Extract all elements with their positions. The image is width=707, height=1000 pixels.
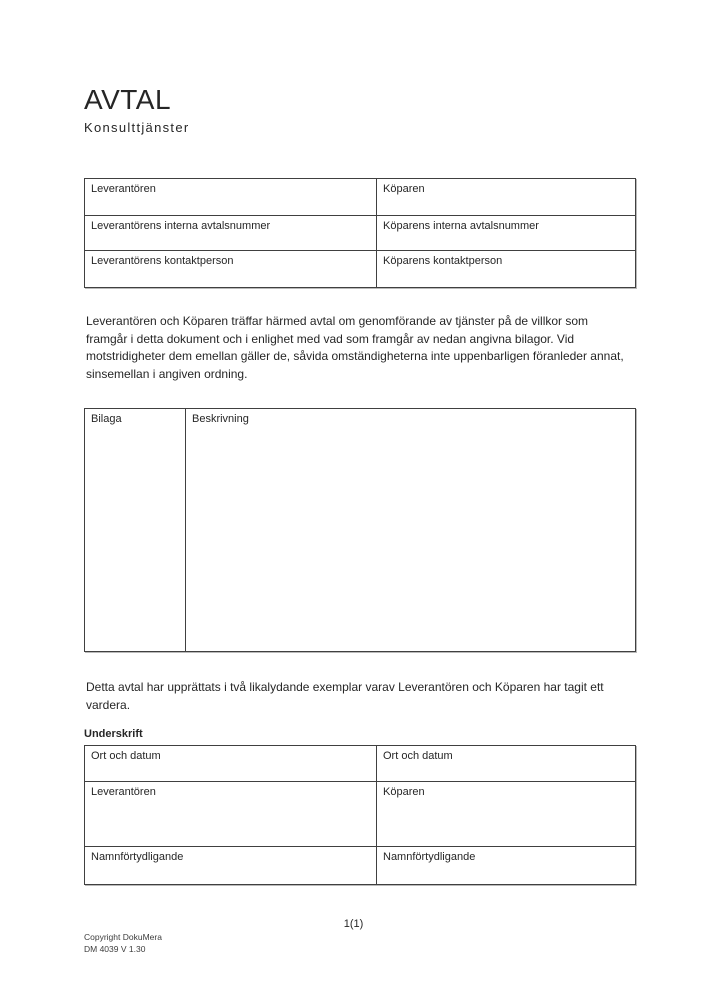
field-label: Köparen [383,786,425,798]
document-title: AVTAL [84,84,172,115]
copyright-line: Copyright DokuMera [84,932,162,942]
table-row [85,746,636,782]
field-label: Köparens interna avtalsnummer [383,220,539,232]
field-buyer-signature[interactable] [377,782,636,847]
field-label: Leverantörens interna avtalsnummer [91,220,271,232]
page-number: 1(1) [343,918,364,930]
table-row [85,782,636,847]
field-supplier[interactable] [85,179,377,216]
table-row [85,847,636,885]
field-label: Namnförtydligande [383,851,476,863]
field-label: Namnförtydligande [91,851,184,863]
document-subtitle: Konsulttjänster [84,120,190,135]
version-line: DM 4039 V 1.30 [84,943,146,954]
attachments-table [84,408,636,652]
field-label: Köparens kontaktperson [383,255,503,267]
table-row [85,251,636,288]
field-label: Leverantören [91,183,156,195]
field-label: Leverantören [91,786,156,798]
field-buyer-contract-number[interactable] [377,216,636,251]
signature-table [84,745,636,885]
signature-section-heading: Underskrift [84,728,143,740]
copies-paragraph: Detta avtal har upprättats i två likalydande exemplar varav Leverantören och Köparen har tagit ett vardera. [86,680,604,712]
footer-copyright [84,932,162,955]
field-supplier-place-date[interactable] [85,746,377,782]
field-buyer[interactable] [377,179,636,216]
field-supplier-contact[interactable] [85,251,377,288]
table-row [85,409,636,652]
field-supplier-name-clarification[interactable] [85,847,377,885]
field-buyer-place-date[interactable] [377,746,636,782]
field-label: Leverantörens kontaktperson [91,255,234,267]
field-attachment-number[interactable] [85,409,186,652]
intro-paragraph: Leverantören och Köparen träffar härmed avtal om genomförande av tjänster på de villkor som framgår i detta dokument och i enlighet med vad som framgår av nedan angivna bilagor. Vid motstridigheter dem emellan gäller de, såvida omständigheterna inte uppenbarligen föranleder annat, sinsemellan i angiven ordning. [86,314,624,381]
field-buyer-contact[interactable] [377,251,636,288]
field-buyer-name-clarification[interactable] [377,847,636,885]
column-header-bilaga: Bilaga [91,413,122,425]
parties-table [84,178,636,288]
field-attachment-description[interactable] [186,409,636,652]
column-header-beskrivning: Beskrivning [192,413,249,425]
field-label: Ort och datum [91,750,161,762]
field-label: Köparen [383,183,425,195]
table-row [85,216,636,251]
table-row [85,179,636,216]
field-label: Ort och datum [383,750,453,762]
field-supplier-contract-number[interactable] [85,216,377,251]
field-supplier-signature[interactable] [85,782,377,847]
